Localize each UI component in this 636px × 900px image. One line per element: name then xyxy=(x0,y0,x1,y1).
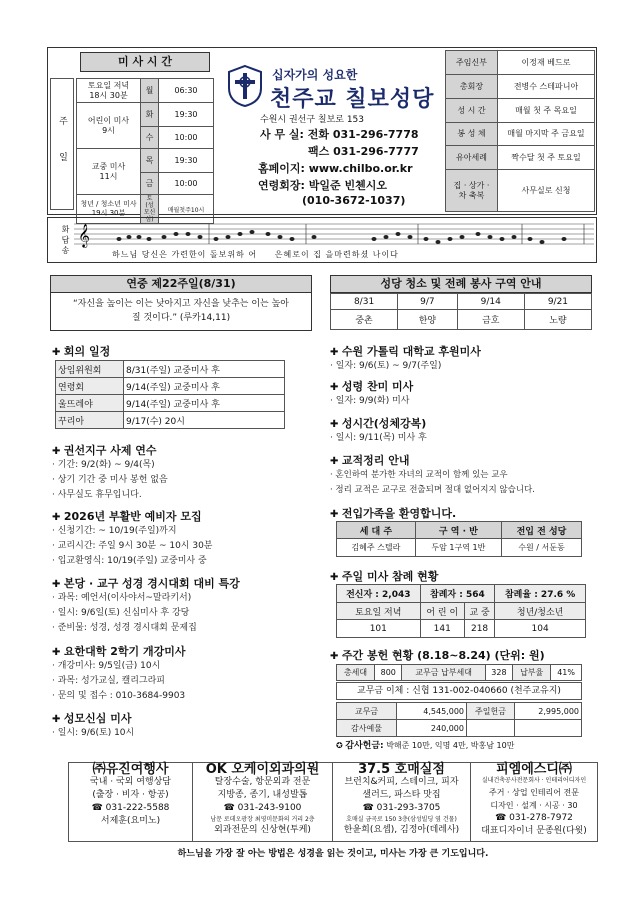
ad-line: 주거 · 상업 인테리어 전문 xyxy=(489,788,579,797)
week-title: 연중 제22주일(8/31) xyxy=(50,275,312,293)
finance-cell: 납부율 xyxy=(513,665,551,681)
svg-text:𝄞: 𝄞 xyxy=(78,223,90,247)
finance-cell: 교무금 납부세대 xyxy=(402,665,485,681)
ad-line: 디자인 · 설계 · 시공 · 30 xyxy=(490,801,578,810)
finance-cell: 주일헌금 xyxy=(467,703,515,720)
ad-line: 남문 로데오광장 최영미문화의 거리 2층 xyxy=(210,816,315,823)
ad-line: ☎ 031-293-3705 xyxy=(362,803,441,813)
meeting-when: 8/31(주일) 교중미사 후 xyxy=(124,361,285,378)
ad-line: (출장 · 비자 · 항공) xyxy=(92,790,169,800)
info-value: 이정재 베드로 xyxy=(498,51,595,75)
section-item: · 준비물: 성경, 성경 경시대회 문제집 xyxy=(52,621,314,636)
section-title: ✚ 수원 가톨릭 대학교 후원미사 xyxy=(330,343,592,359)
cleaning-table xyxy=(330,293,592,330)
finance-cell: 800 xyxy=(375,665,402,681)
transfer-cell: 수원 / 서둔동 xyxy=(501,539,581,557)
info-label: 봉 성 체 xyxy=(446,122,498,146)
info-label: 집 · 상가 · 차 축복 xyxy=(446,170,498,212)
mass-day: 토 (성모신심) xyxy=(141,195,159,224)
section-title: ✚ 2026년 부활반 예비자 모집 xyxy=(52,508,314,524)
ad-title: 피엠에스디㈜ xyxy=(496,762,572,777)
finance-cell: 교무금 xyxy=(337,703,397,720)
mass-name: 청년 / 청소년 미사 19시 30분 xyxy=(77,195,141,224)
cleaning-area: 노량 xyxy=(524,310,591,330)
section-item: · 혼인하여 분가한 자녀의 교적이 함께 있는 교우 xyxy=(330,468,592,483)
finance-cell: 328 xyxy=(485,665,512,681)
cleaning-title: 성당 청소 및 전례 봉사 구역 안내 xyxy=(330,275,592,293)
ad-line: 외과전문의 신상현(투케) xyxy=(214,825,311,835)
thanks-label: 감사헌금: xyxy=(345,741,384,751)
ad-line: 호매실 금곡로 150 3층(삼성빌딩 옆 건물) xyxy=(346,816,457,823)
section-item: · 기간: 9/2(화) ~ 9/4(목) xyxy=(52,458,314,473)
church-seal-icon xyxy=(225,64,265,108)
hymn-lyrics: 하느님 당신은 가련한이 돌보위하 어 은혜로이 집 을마련하셨 나이다 xyxy=(112,250,399,259)
mass-day: 목 xyxy=(141,149,159,173)
cleaning-area: 한양 xyxy=(398,310,458,330)
info-table xyxy=(445,50,595,212)
right-section xyxy=(330,452,592,498)
attendance-value: 101 xyxy=(337,620,421,638)
meeting-when: 9/14(주일) 교중미사 후 xyxy=(124,378,285,395)
attendance-summary: 참례자 : 564 xyxy=(420,585,495,603)
ad-line: 샐러드, 파스타 맛집 xyxy=(362,790,441,800)
mass-name: 어린이 미사 9시 xyxy=(77,103,141,149)
ad-line: 국내 · 국외 여행상담 xyxy=(90,777,171,787)
attendance-header: 어 린 이 xyxy=(420,603,464,620)
ad-line: 서제훈(요미노) xyxy=(100,816,161,826)
finance-cell: 4,545,000 xyxy=(397,703,467,720)
ad-line: 탈장수술, 항문외과 전문 xyxy=(214,777,311,787)
mass-day: 월 xyxy=(141,79,159,103)
meeting-when: 9/14(주일) 교중미사 후 xyxy=(124,395,285,412)
church-homepage: 홈페이지: www.chilbo.or.kr xyxy=(258,162,413,175)
left-section xyxy=(52,575,314,636)
mass-table xyxy=(76,78,214,224)
ad-line: ☎ 031-222-5588 xyxy=(91,803,170,813)
finance-cell xyxy=(515,720,582,737)
section-title: ✚ 성령 찬미 미사 xyxy=(330,378,592,394)
ad-block xyxy=(69,763,193,841)
mass-name: 토요일 저녁 18시 30분 xyxy=(77,79,141,103)
mass-side-label: 주 일 xyxy=(50,78,74,210)
thanks-text: 박해준 10만, 익명 4만, 박홍남 10만 xyxy=(386,741,515,750)
transfer-header: 세 대 주 xyxy=(337,522,416,539)
transfer-cell: 두암 1구역 1반 xyxy=(415,539,501,557)
ad-title: ㈜유진여행사 xyxy=(92,762,169,777)
right-section xyxy=(330,415,592,446)
finance-cell: 240,000 xyxy=(397,720,467,737)
transfer-header: 전입 전 성당 xyxy=(501,522,581,539)
church-name: 천주교 칠보성당 xyxy=(270,87,435,112)
cleaning-area: 중촌 xyxy=(331,310,398,330)
right-section xyxy=(330,378,592,409)
section-item: · 입교환영식: 10/19(주일) 교중미사 중 xyxy=(52,554,314,569)
cleaning-date: 9/7 xyxy=(398,294,458,310)
section-title: ✚ 권선지구 사제 연수 xyxy=(52,442,314,458)
section-item: · 일자: 9/6(토) ~ 9/7(주일) xyxy=(330,359,592,374)
info-value: 전병수 스테파니아 xyxy=(498,74,595,98)
attendance-value: 218 xyxy=(464,620,494,638)
left-section xyxy=(52,442,314,503)
info-label: 유아세례 xyxy=(446,146,498,170)
church-office: 사 무 실: 전화 031-296-7778 xyxy=(260,128,419,141)
section-title: ✚ 성시간(성체강복) xyxy=(330,415,592,431)
left-section xyxy=(52,710,314,741)
church-address: 수원시 권선구 칠보로 153 xyxy=(260,115,365,125)
transfer-header: 구 역 · 반 xyxy=(415,522,501,539)
ad-line: 한윤희(요셉), 김정아(데레사) xyxy=(343,825,460,835)
info-value: 짝수달 첫 주 토요일 xyxy=(498,146,595,170)
info-value: 사무실로 신청 xyxy=(498,170,595,212)
ad-line: 대표디자이너 문종원(다윗) xyxy=(481,826,587,836)
meetings-title: ✚ 회의 일정 xyxy=(52,343,110,359)
left-section xyxy=(52,643,314,704)
section-title: ✚ 교적정리 안내 xyxy=(330,452,592,468)
meeting-name: 상임위원회 xyxy=(56,361,124,378)
attendance-title: ✚ 주일 미사 참례 현황 xyxy=(330,568,438,584)
hymn-staff xyxy=(74,220,594,248)
info-value: 매월 마지막 주 금요일 xyxy=(498,122,595,146)
attendance-value: 141 xyxy=(420,620,464,638)
section-item: · 과목: 예언서(이사야서~말라키서) xyxy=(52,591,314,606)
church-subtitle: 십자가의 성요한 xyxy=(272,68,358,82)
cleaning-date: 9/21 xyxy=(524,294,591,310)
right-section xyxy=(330,343,592,374)
section-title: ✚ 요한대학 2학기 개강미사 xyxy=(52,643,314,659)
ad-block xyxy=(471,763,597,841)
attendance-header: 청년/청소년 xyxy=(495,603,586,620)
mass-time: 10:00 xyxy=(159,127,214,149)
section-item: · 과목: 성가교실, 캘리그라피 xyxy=(52,674,314,689)
ad-title: 37.5 호매실점 xyxy=(358,762,445,777)
section-item: · 정리 교적은 교구로 전출되며 절대 없어지지 않습니다. xyxy=(330,483,592,498)
mass-time: 19:30 xyxy=(159,103,214,127)
transfer-table xyxy=(336,521,582,557)
finance-table-2 xyxy=(336,702,582,737)
ad-line: 브런치&커피, 스테이크, 피자 xyxy=(344,777,459,787)
section-item: · 문의 및 접수 : 010-3684-9903 xyxy=(52,689,314,704)
section-title: ✚ 본당 · 교구 성경 경시대회 대비 특강 xyxy=(52,575,314,591)
info-value: 매월 첫 주 목요일 xyxy=(498,98,595,122)
mass-title: 미 사 시 간 xyxy=(80,52,210,72)
ad-line: 지방종, 종기, 내성발톱 xyxy=(217,790,308,800)
hymn-label: 화 답 송 xyxy=(61,225,70,255)
attendance-summary: 전신자 : 2,043 xyxy=(337,585,421,603)
mass-day: 화 xyxy=(141,103,159,127)
attendance-value: 104 xyxy=(495,620,586,638)
section-item: · 일자: 9/9(화) 미사 xyxy=(330,394,592,409)
section-item: · 사무실도 휴무입니다. xyxy=(52,488,314,503)
attendance-table xyxy=(336,584,586,638)
info-label: 총회장 xyxy=(446,74,498,98)
section-item: · 개강미사: 9/5일(금) 10시 xyxy=(52,659,314,674)
ads-frame xyxy=(68,762,598,842)
cleaning-date: 8/31 xyxy=(331,294,398,310)
week-quote: “자신을 높이는 이는 낮아지고 자신을 낮추는 이는 높아질 것이다.” (루카14,11) xyxy=(50,293,312,331)
mass-day: 금 xyxy=(141,173,159,195)
attendance-header: 교 중 xyxy=(464,603,494,620)
mass-time: 19:30 xyxy=(159,149,214,173)
finance-account: 교무금 이체 : 신협 131-002-040660 (천주교유지) xyxy=(336,682,582,700)
church-fax: 팩스 031-296-7777 xyxy=(308,145,419,158)
cleaning-area: 금호 xyxy=(457,310,524,330)
transfer-title: ✚ 전입가족을 환영합니다. xyxy=(330,505,456,521)
info-label: 성 시 간 xyxy=(446,98,498,122)
mass-time: 매월첫주10시 xyxy=(159,195,214,224)
section-item: · 일시: 9/11(목) 미사 후 xyxy=(330,431,592,446)
meetings-table xyxy=(55,360,285,429)
footer-text: 하느님을 가장 잘 아는 방법은 성경을 읽는 것이고, 미사는 가장 큰 기도입니다. xyxy=(177,849,489,859)
church-logo xyxy=(225,64,265,108)
meeting-when: 9/17(수) 20시 xyxy=(124,412,285,429)
thanks-icon: ✪ xyxy=(336,741,343,750)
meeting-name: 꾸리아 xyxy=(56,412,124,429)
attendance-header: 토요일 저녁 xyxy=(337,603,421,620)
section-title: ✚ 성모신심 미사 xyxy=(52,710,314,726)
attendance-summary: 참례율 : 27.6 % xyxy=(495,585,586,603)
finance-cell: 총세대 xyxy=(337,665,375,681)
finance-cell: 감사예물 xyxy=(337,720,397,737)
finance-thanks xyxy=(336,738,514,751)
mass-time: 06:30 xyxy=(159,79,214,103)
section-item: · 일시: 9/6일(토) 신심미사 후 강당 xyxy=(52,606,314,621)
ad-line: ☎ 031-243-9100 xyxy=(223,803,302,813)
church-contact-phone: (010-3672-1037) xyxy=(302,194,406,207)
church-contact: 연령회장: 박일준 빈첸시오 xyxy=(258,179,387,192)
left-section xyxy=(52,508,314,569)
ad-block xyxy=(333,763,471,841)
finance-table-1 xyxy=(336,664,582,681)
finance-cell xyxy=(467,720,515,737)
cleaning-date: 9/14 xyxy=(457,294,524,310)
finance-cell: 41% xyxy=(551,665,582,681)
ad-title: OK 오케이외과의원 xyxy=(205,762,320,777)
mass-day: 수 xyxy=(141,127,159,149)
ad-block xyxy=(193,763,333,841)
ad-line: ☎ 031-278-7972 xyxy=(495,813,573,823)
section-item: · 신청기간: ~ 10/19(주일)까지 xyxy=(52,524,314,539)
section-item: · 교리시간: 주일 9시 30분 ~ 10시 30분 xyxy=(52,539,314,554)
section-item: · 상기 기간 중 미사 봉헌 없음 xyxy=(52,473,314,488)
meeting-name: 연령회 xyxy=(56,378,124,395)
mass-name: 교중 미사 11시 xyxy=(77,149,141,195)
section-item: · 일시: 9/6(토) 10시 xyxy=(52,726,314,741)
meeting-name: 울뜨레야 xyxy=(56,395,124,412)
mass-time: 10:00 xyxy=(159,173,214,195)
finance-cell: 2,995,000 xyxy=(515,703,582,720)
transfer-cell: 김혜주 스텔라 xyxy=(337,539,416,557)
ad-line: 실내건축공사전문회사 · 인테리어디자인 xyxy=(481,777,587,784)
info-label: 주임신부 xyxy=(446,51,498,75)
finance-title: ✚ 주간 봉헌 현황 (8.18~8.24) (단위: 원) xyxy=(330,647,545,663)
